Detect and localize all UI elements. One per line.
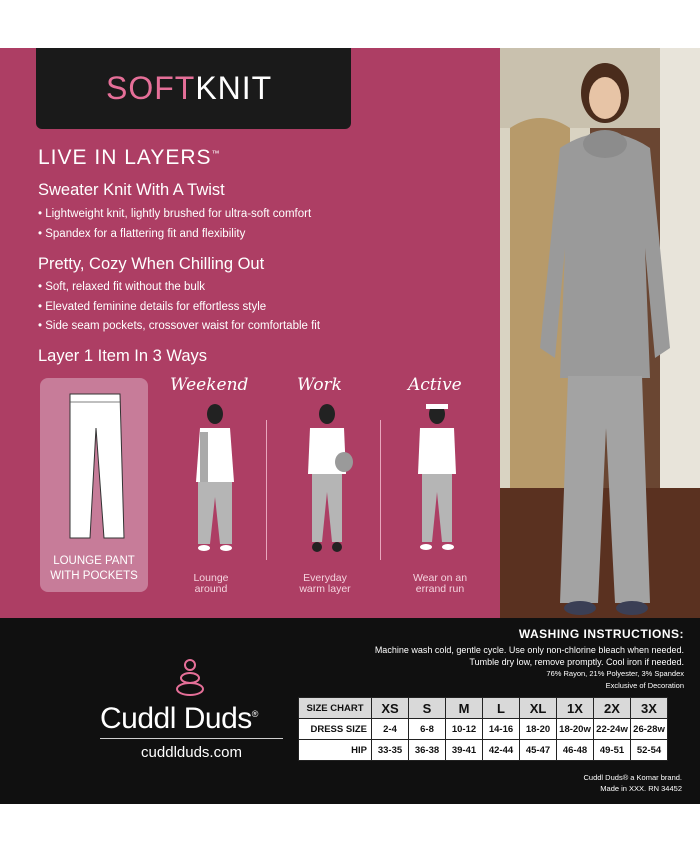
washing-title: WASHING INSTRUCTIONS:	[518, 627, 684, 641]
dress-cell: 14-16	[483, 719, 520, 740]
size-cell: 2X	[594, 698, 631, 719]
bullet: • Elevated feminine details for effortless style	[38, 298, 320, 318]
website-url: cuddlduds.com	[141, 744, 242, 761]
section1-bullets	[38, 205, 311, 244]
size-chart-label: SIZE CHART	[299, 698, 372, 719]
work-caption: Everyday warm layer	[299, 572, 351, 595]
size-cell: M	[446, 698, 483, 719]
fabric-content: 76% Rayon, 21% Polyester, 3% Spandex	[546, 669, 684, 678]
dress-cell: 10-12	[446, 719, 483, 740]
pant-label: LOUNGE PANT WITH POCKETS	[50, 555, 138, 582]
dress-size-label: DRESS SIZE	[299, 719, 372, 740]
work-script: Work	[297, 375, 342, 395]
size-cell: 1X	[557, 698, 594, 719]
softknit-wordmark: SOFTKNIT	[106, 70, 273, 106]
hip-cell: 46-48	[557, 740, 594, 761]
size-cell: XL	[520, 698, 557, 719]
model-photo	[500, 48, 700, 618]
hip-cell: 45-47	[520, 740, 557, 761]
weekend-caption: Lounge around	[193, 572, 229, 595]
logo-rule	[100, 738, 283, 739]
dress-cell: 18-20	[520, 719, 557, 740]
bullet: • Side seam pockets, crossover waist for comfortable fit	[38, 317, 320, 337]
size-cell: S	[409, 698, 446, 719]
divider	[380, 420, 381, 560]
layer-title: Layer 1 Item In 3 Ways	[38, 347, 208, 365]
size-cell: XS	[372, 698, 409, 719]
hip-cell: 33-35	[372, 740, 409, 761]
size-chart	[298, 697, 668, 761]
brand-note: Cuddl Duds® a Komar brand.	[583, 773, 682, 782]
work-figure-icon	[292, 402, 362, 562]
section2-bullets	[38, 278, 320, 337]
hip-cell: 52-54	[631, 740, 668, 761]
hip-cell: 49-51	[594, 740, 631, 761]
active-caption: Wear on an errand run	[412, 572, 468, 595]
weekend-script: Weekend	[170, 375, 249, 395]
washing-line: Machine wash cold, gentle cycle. Use only non-chlorine bleach when needed.	[374, 645, 684, 655]
weekend-figure-icon	[180, 402, 250, 562]
hip-row	[299, 740, 668, 761]
hip-cell: 42-44	[483, 740, 520, 761]
cuddl-duds-logo: Cuddl Duds®	[100, 702, 258, 735]
bullet: • Soft, relaxed fit without the bulk	[38, 278, 320, 298]
hip-cell: 39-41	[446, 740, 483, 761]
size-cell: 3X	[631, 698, 668, 719]
dress-size-row	[299, 719, 668, 740]
section2-title: Pretty, Cozy When Chilling Out	[38, 255, 265, 273]
origin-note: Made in XXX. RN 34452	[600, 784, 682, 793]
dress-cell: 22-24w	[594, 719, 631, 740]
hip-label: HIP	[299, 740, 372, 761]
dress-cell: 18-20w	[557, 719, 594, 740]
dress-cell: 6-8	[409, 719, 446, 740]
dress-cell: 2-4	[372, 719, 409, 740]
hip-cell: 36-38	[409, 740, 446, 761]
bullet: • Lightweight knit, lightly brushed for ultra-soft comfort	[38, 205, 311, 225]
size-row	[299, 698, 668, 719]
dress-cell: 26-28w	[631, 719, 668, 740]
section1-title: Sweater Knit With A Twist	[38, 181, 225, 199]
size-cell: L	[483, 698, 520, 719]
decoration-note: Exclusive of Decoration	[605, 681, 684, 690]
divider	[266, 420, 267, 560]
active-script: Active	[408, 375, 462, 395]
headline: LIVE IN LAYERS™	[38, 146, 221, 169]
active-figure-icon	[402, 402, 472, 562]
washing-line: Tumble dry low, remove promptly. Cool iron if needed.	[469, 657, 684, 667]
bullet: • Spandex for a flattering fit and flexibility	[38, 225, 311, 245]
cuddl-duds-logo-icon	[174, 658, 206, 700]
